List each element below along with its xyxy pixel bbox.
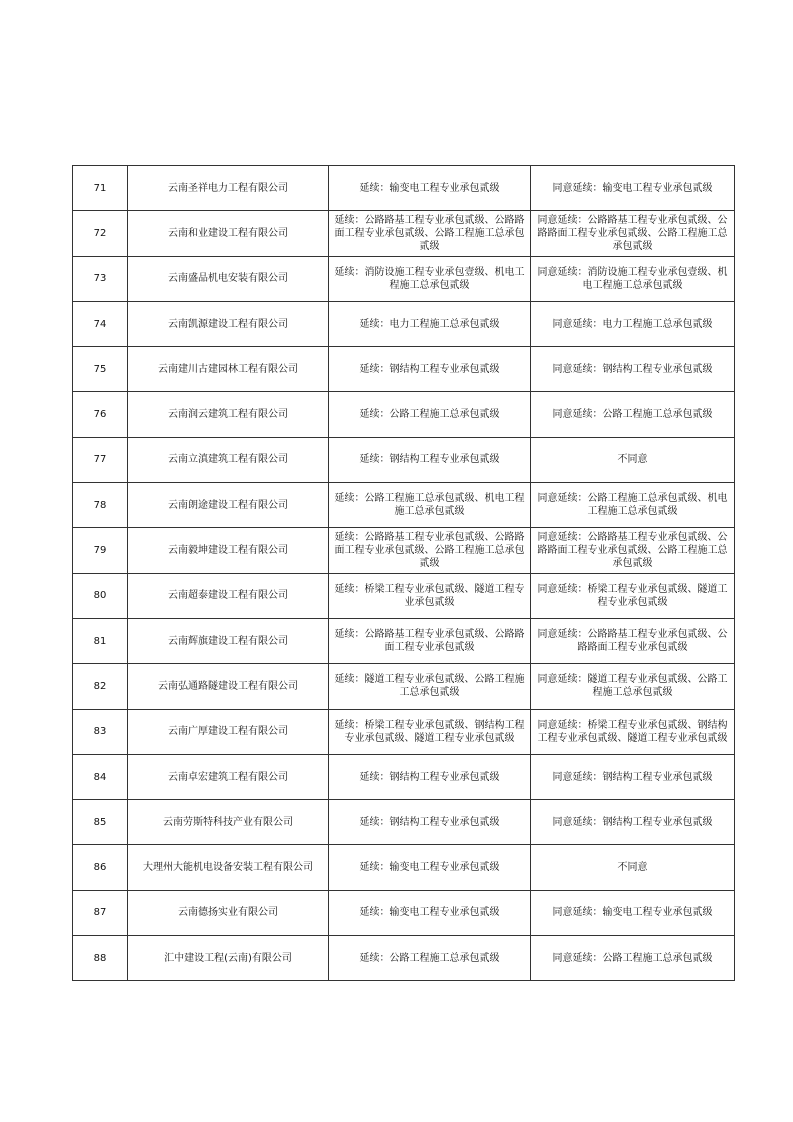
review-opinion: 同意延续：公路工程施工总承包贰级 [531, 936, 735, 981]
review-opinion: 同意延续：公路路基工程专业承包贰级、公路路面工程专业承包贰级、公路工程施工总承包贰级 [531, 211, 735, 256]
company-name: 云南立滇建筑工程有限公司 [128, 437, 329, 482]
table-row [73, 483, 735, 528]
table-row [73, 845, 735, 890]
table-body [73, 166, 735, 981]
company-name: 云南朗途建设工程有限公司 [128, 483, 329, 528]
row-number: 82 [73, 664, 128, 709]
company-name: 云南弘通路隧建设工程有限公司 [128, 664, 329, 709]
company-name: 云南圣祥电力工程有限公司 [128, 166, 329, 211]
row-number: 72 [73, 211, 128, 256]
application-content: 延续：输变电工程专业承包贰级 [329, 890, 531, 935]
application-content: 延续：输变电工程专业承包贰级 [329, 166, 531, 211]
review-opinion: 同意延续：消防设施工程专业承包壹级、机电工程施工总承包贰级 [531, 256, 735, 301]
review-opinion: 不同意 [531, 845, 735, 890]
company-name: 云南和业建设工程有限公司 [128, 211, 329, 256]
table-row [73, 618, 735, 663]
application-content: 延续：隧道工程专业承包贰级、公路工程施工总承包贰级 [329, 664, 531, 709]
company-name: 云南德扬实业有限公司 [128, 890, 329, 935]
application-content: 延续：公路路基工程专业承包贰级、公路路面工程专业承包贰级 [329, 618, 531, 663]
review-opinion: 同意延续：输变电工程专业承包贰级 [531, 166, 735, 211]
table-row [73, 664, 735, 709]
application-content: 延续：桥梁工程专业承包贰级、钢结构工程专业承包贰级、隧道工程专业承包贰级 [329, 709, 531, 754]
table-row [73, 347, 735, 392]
table-row [73, 392, 735, 437]
row-number: 81 [73, 618, 128, 663]
table-row [73, 166, 735, 211]
row-number: 86 [73, 845, 128, 890]
application-content: 延续：公路路基工程专业承包贰级、公路路面工程专业承包贰级、公路工程施工总承包贰级 [329, 528, 531, 573]
company-name: 云南盛品机电安装有限公司 [128, 256, 329, 301]
table-row [73, 301, 735, 346]
review-opinion: 同意延续：桥梁工程专业承包贰级、隧道工程专业承包贰级 [531, 573, 735, 618]
table-row [73, 800, 735, 845]
row-number: 85 [73, 800, 128, 845]
review-opinion: 同意延续：电力工程施工总承包贰级 [531, 301, 735, 346]
qualification-table [72, 165, 735, 981]
application-content: 延续：电力工程施工总承包贰级 [329, 301, 531, 346]
table-row [73, 573, 735, 618]
row-number: 77 [73, 437, 128, 482]
company-name: 云南毅坤建设工程有限公司 [128, 528, 329, 573]
company-name: 云南润云建筑工程有限公司 [128, 392, 329, 437]
table-row [73, 528, 735, 573]
row-number: 78 [73, 483, 128, 528]
row-number: 75 [73, 347, 128, 392]
review-opinion: 同意延续：钢结构工程专业承包贰级 [531, 800, 735, 845]
row-number: 80 [73, 573, 128, 618]
application-content: 延续：公路工程施工总承包贰级 [329, 936, 531, 981]
review-opinion: 同意延续：钢结构工程专业承包贰级 [531, 347, 735, 392]
table-row [73, 754, 735, 799]
company-name: 云南超泰建设工程有限公司 [128, 573, 329, 618]
application-content: 延续：公路工程施工总承包贰级、机电工程施工总承包贰级 [329, 483, 531, 528]
review-opinion: 同意延续：公路路基工程专业承包贰级、公路路面工程专业承包贰级、公路工程施工总承包贰级 [531, 528, 735, 573]
application-content: 延续：公路工程施工总承包贰级 [329, 392, 531, 437]
table-row [73, 936, 735, 981]
review-opinion: 同意延续：公路工程施工总承包贰级、机电工程施工总承包贰级 [531, 483, 735, 528]
row-number: 79 [73, 528, 128, 573]
row-number: 83 [73, 709, 128, 754]
application-content: 延续：钢结构工程专业承包贰级 [329, 437, 531, 482]
review-opinion: 同意延续：钢结构工程专业承包贰级 [531, 754, 735, 799]
company-name: 云南建川古建园林工程有限公司 [128, 347, 329, 392]
table-row [73, 890, 735, 935]
row-number: 87 [73, 890, 128, 935]
company-name: 大理州大能机电设备安装工程有限公司 [128, 845, 329, 890]
review-opinion: 同意延续：输变电工程专业承包贰级 [531, 890, 735, 935]
company-name: 云南劳斯特科技产业有限公司 [128, 800, 329, 845]
table-row [73, 709, 735, 754]
review-opinion: 同意延续：公路工程施工总承包贰级 [531, 392, 735, 437]
row-number: 84 [73, 754, 128, 799]
application-content: 延续：公路路基工程专业承包贰级、公路路面工程专业承包贰级、公路工程施工总承包贰级 [329, 211, 531, 256]
application-content: 延续：桥梁工程专业承包贰级、隧道工程专业承包贰级 [329, 573, 531, 618]
application-content: 延续：钢结构工程专业承包贰级 [329, 347, 531, 392]
table-row [73, 437, 735, 482]
table-row [73, 256, 735, 301]
application-content: 延续：输变电工程专业承包贰级 [329, 845, 531, 890]
application-content: 延续：消防设施工程专业承包壹级、机电工程施工总承包贰级 [329, 256, 531, 301]
row-number: 71 [73, 166, 128, 211]
row-number: 88 [73, 936, 128, 981]
company-name: 云南辉旗建设工程有限公司 [128, 618, 329, 663]
review-opinion: 同意延续：隧道工程专业承包贰级、公路工程施工总承包贰级 [531, 664, 735, 709]
row-number: 73 [73, 256, 128, 301]
company-name: 云南卓宏建筑工程有限公司 [128, 754, 329, 799]
company-name: 云南凯源建设工程有限公司 [128, 301, 329, 346]
row-number: 76 [73, 392, 128, 437]
company-name: 云南广厚建设工程有限公司 [128, 709, 329, 754]
application-content: 延续：钢结构工程专业承包贰级 [329, 800, 531, 845]
row-number: 74 [73, 301, 128, 346]
review-opinion: 不同意 [531, 437, 735, 482]
application-content: 延续：钢结构工程专业承包贰级 [329, 754, 531, 799]
company-name: 汇中建设工程(云南)有限公司 [128, 936, 329, 981]
review-opinion: 同意延续：公路路基工程专业承包贰级、公路路面工程专业承包贰级 [531, 618, 735, 663]
table-row [73, 211, 735, 256]
review-opinion: 同意延续：桥梁工程专业承包贰级、钢结构工程专业承包贰级、隧道工程专业承包贰级 [531, 709, 735, 754]
